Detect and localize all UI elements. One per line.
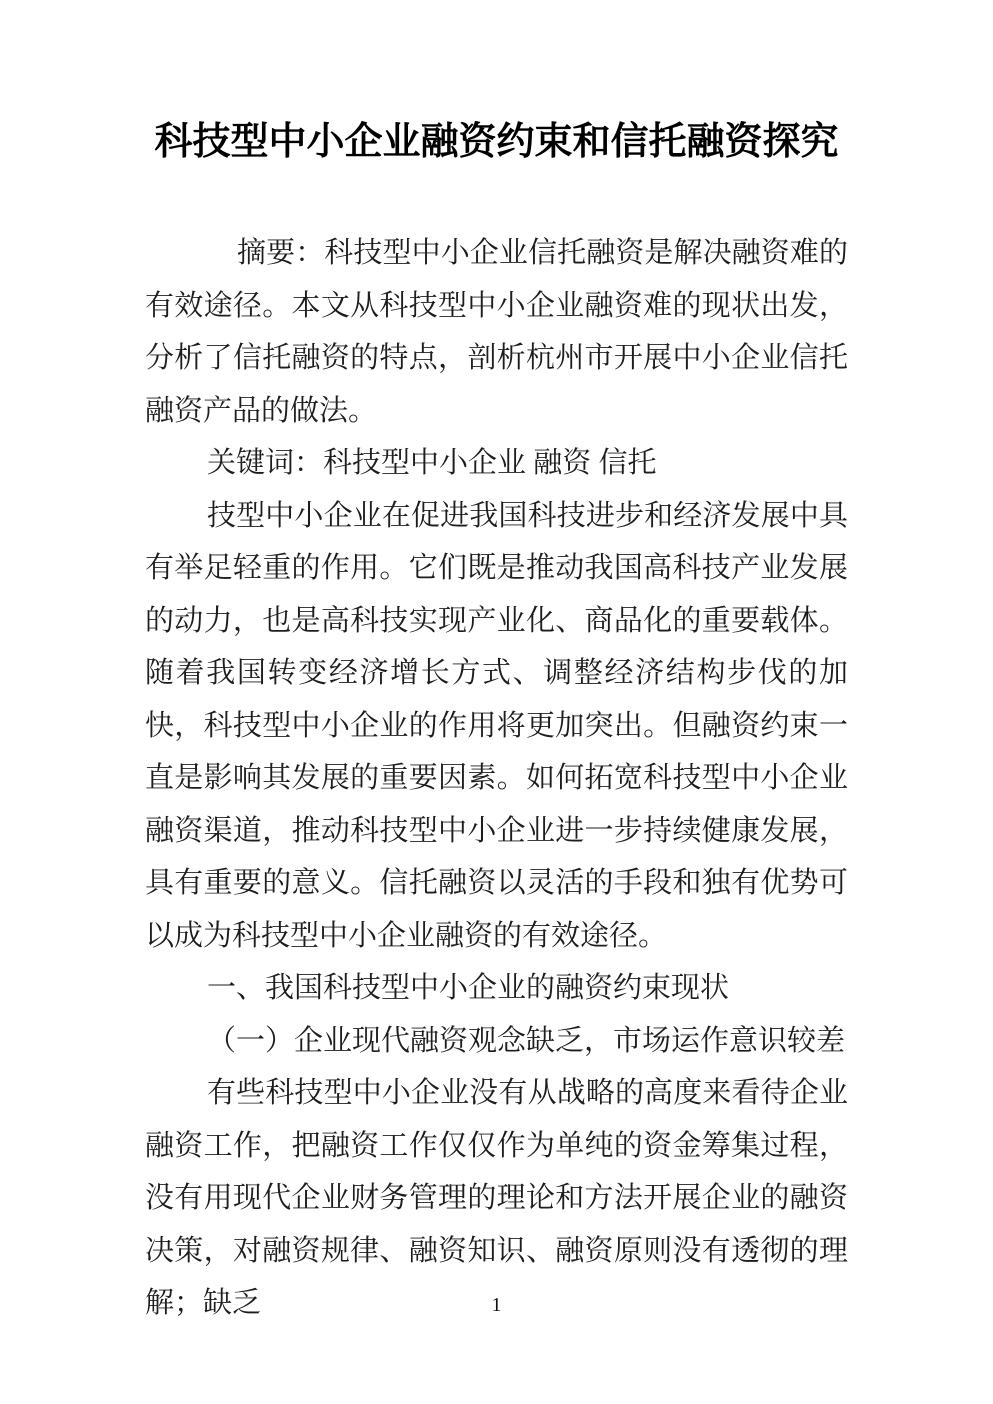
subsection-heading: （一）企业现代融资观念缺乏，市场运作意识较差 [207, 1024, 846, 1057]
intro-paragraph: 技型中小企业在促进我国科技进步和经济发展中具有举足轻重的作用。它们既是推动我国高科技产业发展的动力，也是高科技实现产业化、商品化的重要载体。随着我国转变经济增长方式、调整经济结构步伐的加快，科技型中小企业的作用将更加突出。但融资约束一直是影响其发展的重要因素。如何拓宽科技型中小企业融资渠道，推动科技型中小企业进一步持续健康发展，具有重要的意义。信托融资以灵活的手段和独有优势可以成为科技型中小企业融资的有效途径。 [145, 499, 848, 952]
abstract-paragraph: 摘要：科技型中小企业信托融资是解决融资难的有效途径。本文从科技型中小企业融资难的现状出发，分析了信托融资的特点，剖析杭州市开展中小企业信托融资产品的做法。 [145, 237, 848, 427]
document-title: 科技型中小企业融资约束和信托融资探究 [154, 121, 839, 163]
keywords-paragraph: 关键词：科技型中小企业 融资 信托 [207, 447, 657, 479]
body-paragraph: 有些科技型中小企业没有从战略的高度来看待企业融资工作，把融资工作仅仅作为单纯的资金筹集过程，没有用现代企业财务管理的理论和方法开展企业的融资决策，对融资规律、融资知识、融资原则没有透彻的理解；缺乏 [145, 1077, 848, 1319]
page-number: 1 [491, 1294, 502, 1316]
section-heading: 一、我国科技型中小企业的融资约束现状 [207, 972, 730, 1004]
document-body [145, 227, 848, 1330]
